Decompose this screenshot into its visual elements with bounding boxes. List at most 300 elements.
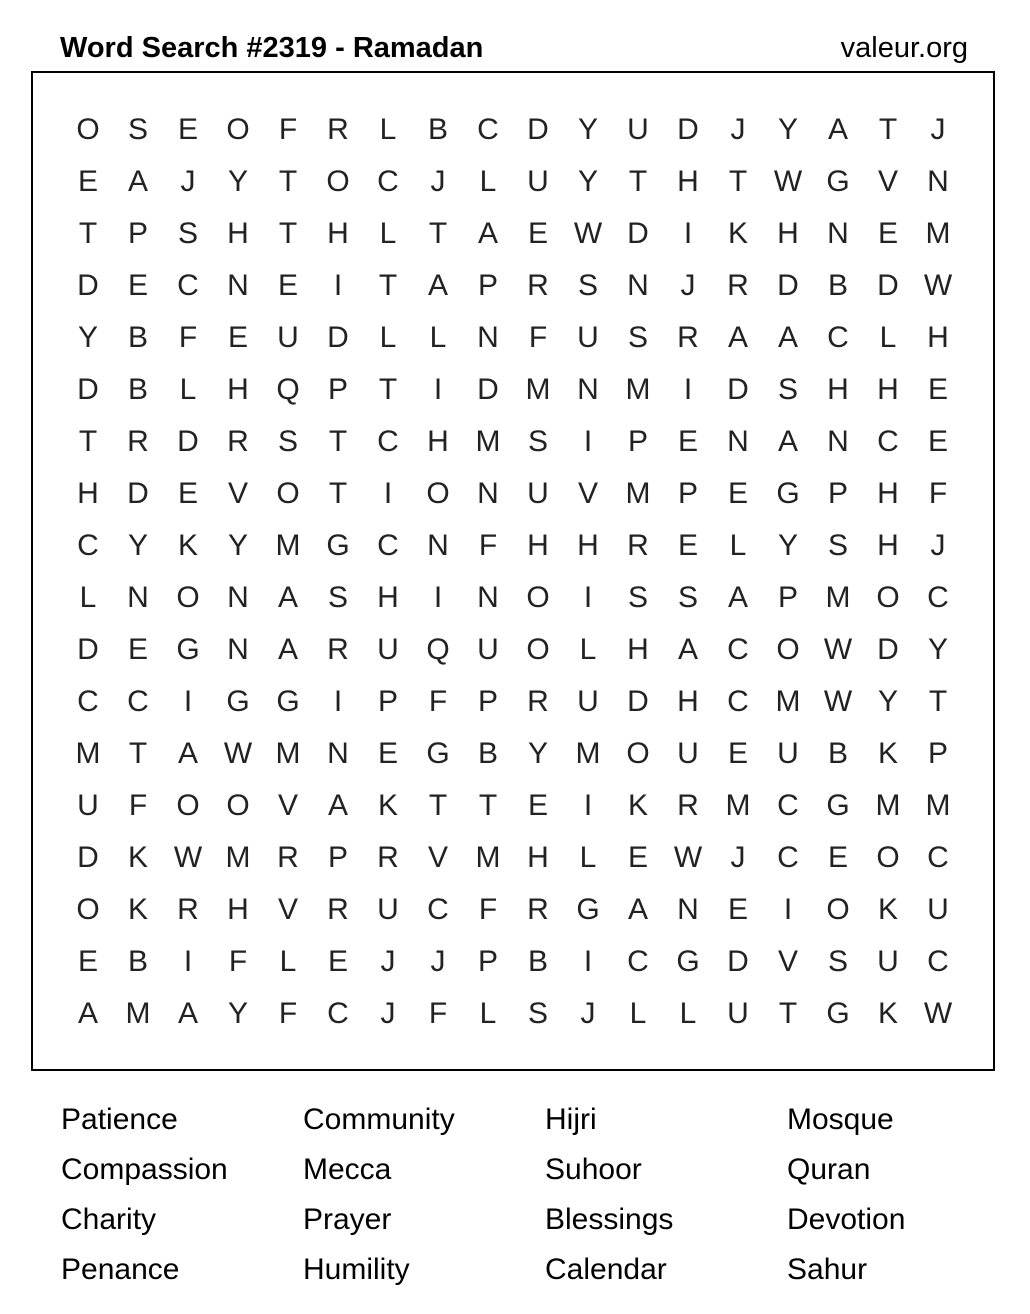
grid-cell[interactable]: J <box>580 997 596 1030</box>
grid-cell[interactable]: S <box>827 945 848 978</box>
grid-cell[interactable]: A <box>777 321 798 354</box>
grid-cell[interactable]: A <box>427 269 448 302</box>
grid-cell[interactable]: T <box>728 165 748 198</box>
grid-cell[interactable]: F <box>178 321 198 354</box>
grid-cell[interactable]: N <box>727 425 749 458</box>
grid-cell[interactable]: H <box>377 581 399 614</box>
grid-cell[interactable]: L <box>629 997 647 1030</box>
grid-cell[interactable]: R <box>327 633 349 666</box>
grid-cell[interactable]: B <box>127 321 148 354</box>
grid-cell[interactable]: V <box>877 165 898 198</box>
grid-cell[interactable]: B <box>827 269 848 302</box>
grid-cell[interactable]: D <box>77 373 99 406</box>
grid-cell[interactable]: M <box>475 841 501 874</box>
grid-cell[interactable]: T <box>78 217 98 250</box>
grid-cell[interactable]: F <box>228 945 248 978</box>
grid-cell[interactable]: V <box>277 789 298 822</box>
grid-cell[interactable]: U <box>677 737 699 770</box>
grid-cell[interactable]: K <box>877 893 898 926</box>
grid-cell[interactable]: F <box>928 477 948 510</box>
grid-cell[interactable]: P <box>477 685 498 718</box>
grid-cell[interactable]: H <box>77 477 99 510</box>
grid-cell[interactable]: T <box>378 269 398 302</box>
grid-cell[interactable]: H <box>877 477 899 510</box>
grid-cell[interactable]: S <box>527 997 548 1030</box>
grid-cell[interactable]: G <box>426 737 450 770</box>
grid-cell[interactable]: F <box>478 529 498 562</box>
grid-cell[interactable]: D <box>477 373 499 406</box>
grid-cell[interactable]: P <box>127 217 148 250</box>
grid-cell[interactable]: K <box>127 841 148 874</box>
grid-cell[interactable]: E <box>727 477 748 510</box>
grid-cell[interactable]: K <box>127 893 148 926</box>
grid-cell[interactable]: E <box>677 529 698 562</box>
grid-cell[interactable]: P <box>327 841 348 874</box>
grid-cell[interactable]: J <box>380 997 396 1030</box>
grid-cell[interactable]: E <box>727 893 748 926</box>
grid-cell[interactable]: I <box>583 789 593 822</box>
grid-cell[interactable]: S <box>177 217 198 250</box>
grid-cell[interactable]: N <box>477 477 499 510</box>
grid-cell[interactable]: K <box>877 737 898 770</box>
grid-cell[interactable]: M <box>125 997 151 1030</box>
grid-cell[interactable]: F <box>278 113 298 146</box>
grid-cell[interactable]: I <box>183 945 193 978</box>
grid-cell[interactable]: A <box>277 581 298 614</box>
grid-cell[interactable]: Y <box>227 997 248 1030</box>
grid-cell[interactable]: E <box>827 841 848 874</box>
grid-cell[interactable]: E <box>527 789 548 822</box>
grid-cell[interactable]: E <box>277 269 298 302</box>
grid-cell[interactable]: C <box>327 997 349 1030</box>
grid-cell[interactable]: D <box>77 633 99 666</box>
grid-cell[interactable]: K <box>877 997 898 1030</box>
grid-cell[interactable]: C <box>777 789 799 822</box>
grid-cell[interactable]: R <box>527 269 549 302</box>
grid-cell[interactable]: B <box>427 113 448 146</box>
grid-cell[interactable]: B <box>127 945 148 978</box>
grid-cell[interactable]: W <box>823 685 853 718</box>
grid-cell[interactable]: Y <box>927 633 948 666</box>
grid-cell[interactable]: T <box>278 165 298 198</box>
grid-cell[interactable]: C <box>927 581 949 614</box>
grid-cell[interactable]: T <box>878 113 898 146</box>
grid-cell[interactable]: F <box>478 893 498 926</box>
grid-cell[interactable]: H <box>327 217 349 250</box>
grid-cell[interactable]: S <box>577 269 598 302</box>
grid-cell[interactable]: A <box>327 789 348 822</box>
grid-cell[interactable]: E <box>127 269 148 302</box>
grid-cell[interactable]: V <box>427 841 448 874</box>
grid-cell[interactable]: Y <box>877 685 898 718</box>
grid-cell[interactable]: G <box>226 685 250 718</box>
grid-cell[interactable]: N <box>477 581 499 614</box>
grid-cell[interactable]: D <box>677 113 699 146</box>
grid-cell[interactable]: O <box>226 113 250 146</box>
grid-cell[interactable]: A <box>627 893 648 926</box>
grid-cell[interactable]: J <box>430 945 446 978</box>
grid-cell[interactable]: P <box>477 269 498 302</box>
grid-cell[interactable]: I <box>383 477 393 510</box>
grid-cell[interactable]: D <box>77 269 99 302</box>
grid-cell[interactable]: Y <box>227 529 248 562</box>
grid-cell[interactable]: C <box>127 685 149 718</box>
grid-cell[interactable]: H <box>227 893 249 926</box>
grid-cell[interactable]: M <box>75 737 101 770</box>
grid-cell[interactable]: A <box>77 997 98 1030</box>
grid-cell[interactable]: N <box>927 165 949 198</box>
grid-cell[interactable]: G <box>276 685 300 718</box>
grid-cell[interactable]: C <box>877 425 899 458</box>
grid-cell[interactable]: G <box>176 633 200 666</box>
grid-cell[interactable]: G <box>326 529 350 562</box>
grid-cell[interactable]: O <box>426 477 450 510</box>
grid-cell[interactable]: D <box>777 269 799 302</box>
grid-cell[interactable]: U <box>577 685 599 718</box>
grid-cell[interactable]: C <box>477 113 499 146</box>
grid-cell[interactable]: I <box>583 581 593 614</box>
grid-cell[interactable]: B <box>527 945 548 978</box>
grid-cell[interactable]: H <box>827 373 849 406</box>
grid-cell[interactable]: H <box>227 373 249 406</box>
grid-cell[interactable]: L <box>679 997 697 1030</box>
grid-cell[interactable]: Q <box>276 373 300 406</box>
grid-cell[interactable]: O <box>526 633 550 666</box>
grid-cell[interactable]: A <box>177 997 198 1030</box>
grid-cell[interactable]: U <box>277 321 299 354</box>
grid-cell[interactable]: H <box>627 633 649 666</box>
grid-cell[interactable]: U <box>727 997 749 1030</box>
grid-cell[interactable]: E <box>177 477 198 510</box>
grid-cell[interactable]: D <box>127 477 149 510</box>
grid-cell[interactable]: O <box>76 113 100 146</box>
grid-cell[interactable]: K <box>627 789 648 822</box>
grid-cell[interactable]: K <box>377 789 398 822</box>
grid-cell[interactable]: O <box>76 893 100 926</box>
grid-cell[interactable]: T <box>928 685 948 718</box>
grid-cell[interactable]: H <box>227 217 249 250</box>
grid-cell[interactable]: F <box>128 789 148 822</box>
grid-cell[interactable]: V <box>227 477 248 510</box>
grid-cell[interactable]: M <box>225 841 251 874</box>
grid-cell[interactable]: W <box>573 217 603 250</box>
grid-cell[interactable]: J <box>180 165 196 198</box>
grid-cell[interactable]: M <box>925 217 951 250</box>
grid-cell[interactable]: S <box>677 581 698 614</box>
grid-cell[interactable]: I <box>433 581 443 614</box>
grid-cell[interactable]: A <box>277 633 298 666</box>
grid-cell[interactable]: M <box>525 373 551 406</box>
grid-cell[interactable]: Y <box>577 165 598 198</box>
grid-cell[interactable]: S <box>327 581 348 614</box>
grid-cell[interactable]: S <box>127 113 148 146</box>
grid-cell[interactable]: M <box>925 789 951 822</box>
grid-cell[interactable]: U <box>477 633 499 666</box>
grid-cell[interactable]: L <box>879 321 897 354</box>
grid-cell[interactable]: M <box>775 685 801 718</box>
grid-cell[interactable]: C <box>77 685 99 718</box>
grid-cell[interactable]: W <box>923 997 953 1030</box>
grid-cell[interactable]: E <box>127 633 148 666</box>
grid-cell[interactable]: N <box>227 581 249 614</box>
grid-cell[interactable]: T <box>328 477 348 510</box>
grid-cell[interactable]: I <box>683 217 693 250</box>
grid-cell[interactable]: U <box>77 789 99 822</box>
grid-cell[interactable]: U <box>927 893 949 926</box>
grid-cell[interactable]: O <box>326 165 350 198</box>
grid-cell[interactable]: E <box>227 321 248 354</box>
grid-cell[interactable]: G <box>826 997 850 1030</box>
grid-cell[interactable]: C <box>627 945 649 978</box>
grid-cell[interactable]: D <box>327 321 349 354</box>
grid-cell[interactable]: E <box>77 945 98 978</box>
grid-cell[interactable]: N <box>227 633 249 666</box>
grid-cell[interactable]: P <box>677 477 698 510</box>
grid-cell[interactable]: I <box>333 269 343 302</box>
grid-cell[interactable]: N <box>327 737 349 770</box>
grid-cell[interactable]: C <box>377 165 399 198</box>
grid-cell[interactable]: E <box>877 217 898 250</box>
grid-cell[interactable]: E <box>727 737 748 770</box>
grid-cell[interactable]: D <box>877 269 899 302</box>
grid-cell[interactable]: N <box>127 581 149 614</box>
grid-cell[interactable]: A <box>677 633 698 666</box>
grid-cell[interactable]: E <box>927 373 948 406</box>
grid-cell[interactable]: F <box>428 685 448 718</box>
grid-cell[interactable]: T <box>428 789 448 822</box>
grid-cell[interactable]: E <box>677 425 698 458</box>
grid-cell[interactable]: S <box>777 373 798 406</box>
grid-cell[interactable]: E <box>927 425 948 458</box>
grid-cell[interactable]: L <box>379 217 397 250</box>
grid-cell[interactable]: M <box>875 789 901 822</box>
grid-cell[interactable]: H <box>527 841 549 874</box>
grid-cell[interactable]: G <box>676 945 700 978</box>
grid-cell[interactable]: A <box>727 321 748 354</box>
grid-cell[interactable]: P <box>777 581 798 614</box>
grid-cell[interactable]: D <box>177 425 199 458</box>
grid-cell[interactable]: C <box>377 529 399 562</box>
grid-cell[interactable]: J <box>430 165 446 198</box>
grid-cell[interactable]: N <box>577 373 599 406</box>
grid-cell[interactable]: L <box>179 373 197 406</box>
grid-cell[interactable]: T <box>378 373 398 406</box>
grid-cell[interactable]: A <box>177 737 198 770</box>
grid-cell[interactable]: K <box>177 529 198 562</box>
grid-cell[interactable]: J <box>730 841 746 874</box>
grid-cell[interactable]: Q <box>426 633 450 666</box>
grid-cell[interactable]: M <box>575 737 601 770</box>
grid-cell[interactable]: D <box>877 633 899 666</box>
grid-cell[interactable]: I <box>783 893 793 926</box>
grid-cell[interactable]: C <box>927 841 949 874</box>
grid-cell[interactable]: E <box>627 841 648 874</box>
grid-cell[interactable]: T <box>628 165 648 198</box>
grid-cell[interactable]: Y <box>577 113 598 146</box>
grid-cell[interactable]: W <box>673 841 703 874</box>
grid-cell[interactable]: U <box>777 737 799 770</box>
grid-cell[interactable]: R <box>627 529 649 562</box>
grid-cell[interactable]: P <box>377 685 398 718</box>
grid-cell[interactable]: A <box>477 217 498 250</box>
grid-cell[interactable]: E <box>377 737 398 770</box>
grid-cell[interactable]: D <box>627 685 649 718</box>
grid-cell[interactable]: L <box>479 165 497 198</box>
grid-cell[interactable]: V <box>577 477 598 510</box>
grid-cell[interactable]: G <box>776 477 800 510</box>
grid-cell[interactable]: D <box>527 113 549 146</box>
grid-cell[interactable]: V <box>777 945 798 978</box>
grid-cell[interactable]: P <box>927 737 948 770</box>
grid-cell[interactable]: U <box>377 893 399 926</box>
grid-cell[interactable]: L <box>429 321 447 354</box>
grid-cell[interactable]: P <box>827 477 848 510</box>
grid-cell[interactable]: C <box>177 269 199 302</box>
grid-cell[interactable]: O <box>226 789 250 822</box>
grid-cell[interactable]: H <box>527 529 549 562</box>
grid-cell[interactable]: O <box>876 581 900 614</box>
grid-cell[interactable]: R <box>277 841 299 874</box>
grid-cell[interactable]: W <box>773 165 803 198</box>
grid-cell[interactable]: O <box>176 789 200 822</box>
grid-cell[interactable]: S <box>627 321 648 354</box>
grid-cell[interactable]: U <box>627 113 649 146</box>
grid-cell[interactable]: A <box>827 113 848 146</box>
grid-cell[interactable]: E <box>77 165 98 198</box>
grid-cell[interactable]: P <box>477 945 498 978</box>
grid-cell[interactable]: R <box>227 425 249 458</box>
grid-cell[interactable]: W <box>173 841 203 874</box>
grid-cell[interactable]: N <box>227 269 249 302</box>
grid-cell[interactable]: I <box>583 425 593 458</box>
grid-cell[interactable]: W <box>823 633 853 666</box>
grid-cell[interactable]: O <box>626 737 650 770</box>
grid-cell[interactable]: I <box>183 685 193 718</box>
grid-cell[interactable]: N <box>677 893 699 926</box>
grid-cell[interactable]: G <box>826 789 850 822</box>
grid-cell[interactable]: R <box>127 425 149 458</box>
grid-cell[interactable]: D <box>77 841 99 874</box>
grid-cell[interactable]: U <box>877 945 899 978</box>
grid-cell[interactable]: C <box>927 945 949 978</box>
grid-cell[interactable]: L <box>579 841 597 874</box>
grid-cell[interactable]: I <box>583 945 593 978</box>
grid-cell[interactable]: Y <box>527 737 548 770</box>
grid-cell[interactable]: A <box>777 425 798 458</box>
grid-cell[interactable]: E <box>527 217 548 250</box>
grid-cell[interactable]: H <box>677 165 699 198</box>
grid-cell[interactable]: L <box>379 321 397 354</box>
grid-cell[interactable]: Y <box>127 529 148 562</box>
grid-cell[interactable]: M <box>625 477 651 510</box>
grid-cell[interactable]: N <box>477 321 499 354</box>
grid-cell[interactable]: B <box>827 737 848 770</box>
grid-cell[interactable]: R <box>527 685 549 718</box>
grid-cell[interactable]: R <box>527 893 549 926</box>
grid-cell[interactable]: H <box>677 685 699 718</box>
grid-cell[interactable]: S <box>527 425 548 458</box>
grid-cell[interactable]: M <box>275 529 301 562</box>
grid-cell[interactable]: L <box>579 633 597 666</box>
grid-cell[interactable]: M <box>475 425 501 458</box>
grid-cell[interactable]: T <box>328 425 348 458</box>
grid-cell[interactable]: M <box>625 373 651 406</box>
grid-cell[interactable]: T <box>128 737 148 770</box>
grid-cell[interactable]: A <box>727 581 748 614</box>
grid-cell[interactable]: P <box>627 425 648 458</box>
grid-cell[interactable]: S <box>627 581 648 614</box>
grid-cell[interactable]: T <box>478 789 498 822</box>
grid-cell[interactable]: C <box>77 529 99 562</box>
grid-cell[interactable]: F <box>428 997 448 1030</box>
grid-cell[interactable]: C <box>727 685 749 718</box>
grid-cell[interactable]: Y <box>227 165 248 198</box>
grid-cell[interactable]: T <box>278 217 298 250</box>
grid-cell[interactable]: Y <box>777 113 798 146</box>
grid-cell[interactable]: H <box>927 321 949 354</box>
grid-cell[interactable]: B <box>477 737 498 770</box>
grid-cell[interactable]: I <box>683 373 693 406</box>
grid-cell[interactable]: O <box>776 633 800 666</box>
grid-cell[interactable]: R <box>677 321 699 354</box>
grid-cell[interactable]: L <box>79 581 97 614</box>
grid-cell[interactable]: S <box>827 529 848 562</box>
grid-cell[interactable]: L <box>729 529 747 562</box>
grid-cell[interactable]: W <box>923 269 953 302</box>
grid-cell[interactable]: J <box>730 113 746 146</box>
grid-cell[interactable]: U <box>527 477 549 510</box>
grid-cell[interactable]: S <box>277 425 298 458</box>
grid-cell[interactable]: R <box>327 893 349 926</box>
grid-cell[interactable]: I <box>333 685 343 718</box>
grid-cell[interactable]: J <box>930 113 946 146</box>
grid-cell[interactable]: E <box>177 113 198 146</box>
grid-cell[interactable]: T <box>428 217 448 250</box>
grid-cell[interactable]: M <box>725 789 751 822</box>
grid-cell[interactable]: F <box>278 997 298 1030</box>
grid-cell[interactable]: B <box>127 373 148 406</box>
grid-cell[interactable]: C <box>777 841 799 874</box>
grid-cell[interactable]: M <box>825 581 851 614</box>
grid-cell[interactable]: O <box>176 581 200 614</box>
grid-cell[interactable]: O <box>876 841 900 874</box>
grid-cell[interactable]: H <box>577 529 599 562</box>
grid-cell[interactable]: D <box>727 945 749 978</box>
grid-cell[interactable]: U <box>527 165 549 198</box>
grid-cell[interactable]: G <box>826 165 850 198</box>
grid-cell[interactable]: G <box>576 893 600 926</box>
grid-cell[interactable]: N <box>627 269 649 302</box>
grid-cell[interactable]: E <box>327 945 348 978</box>
grid-cell[interactable]: H <box>427 425 449 458</box>
grid-cell[interactable]: C <box>727 633 749 666</box>
grid-cell[interactable]: Y <box>77 321 98 354</box>
grid-cell[interactable]: U <box>377 633 399 666</box>
grid-cell[interactable]: R <box>177 893 199 926</box>
grid-cell[interactable]: J <box>380 945 396 978</box>
grid-cell[interactable]: O <box>526 581 550 614</box>
grid-cell[interactable]: L <box>379 113 397 146</box>
grid-cell[interactable]: N <box>827 425 849 458</box>
grid-cell[interactable]: Y <box>777 529 798 562</box>
grid-cell[interactable]: A <box>127 165 148 198</box>
grid-cell[interactable]: H <box>877 529 899 562</box>
grid-cell[interactable]: C <box>827 321 849 354</box>
grid-cell[interactable]: N <box>827 217 849 250</box>
grid-cell[interactable]: C <box>427 893 449 926</box>
grid-cell[interactable]: H <box>777 217 799 250</box>
grid-cell[interactable]: C <box>377 425 399 458</box>
